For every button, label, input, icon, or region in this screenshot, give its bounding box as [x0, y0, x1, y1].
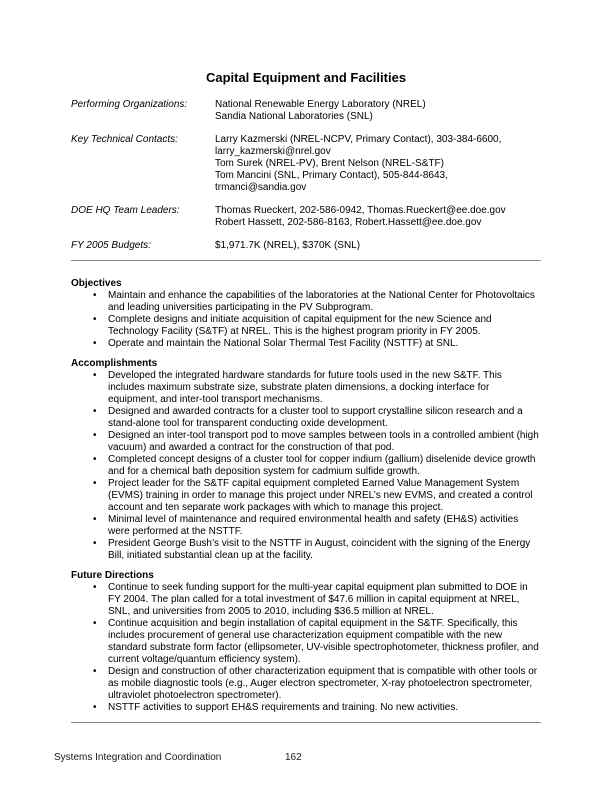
info-row-performing-organizations: [71, 99, 541, 123]
info-value: [215, 134, 541, 194]
bullet-text: NSTTF activities to support EH&S requirements and training. No new activities.: [108, 702, 459, 713]
footer-left-text: Systems Integration and Coordination: [54, 752, 222, 763]
bullet-item: [71, 666, 541, 702]
bullet-icon: •: [93, 582, 97, 593]
divider-top: [71, 260, 541, 261]
info-value-line: National Renewable Energy Laboratory (NREL): [215, 99, 426, 110]
bullet-item: [71, 478, 541, 514]
bullet-text: Minimal level of maintenance and required environmental health and safety (EH&S) activities were performed at the NSTTF.: [108, 514, 519, 537]
bullet-icon: •: [93, 338, 97, 349]
bullet-icon: •: [93, 618, 97, 629]
bullet-item: [71, 338, 541, 350]
bullet-item: [71, 430, 541, 454]
footer-page-number: 162: [285, 752, 302, 763]
section-heading: Future Directions: [71, 570, 154, 581]
section-heading: Objectives: [71, 278, 122, 289]
bullet-icon: •: [93, 666, 97, 677]
info-value-line: Thomas Rueckert, 202-586-0942, Thomas.Rueckert@ee.doe.gov: [215, 205, 506, 216]
bullet-list: [71, 370, 541, 562]
divider-bottom: [71, 722, 541, 723]
bullet-item: [71, 514, 541, 538]
bullet-list: [71, 582, 541, 714]
info-row-doe-hq-team-leaders: [71, 205, 541, 229]
bullet-icon: •: [93, 314, 97, 325]
bullet-item: [71, 454, 541, 478]
bullet-item: [71, 702, 541, 714]
info-value-line: larry_kazmerski@nrel.gov: [215, 146, 331, 157]
bullet-item: [71, 370, 541, 406]
bullet-item: [71, 538, 541, 562]
bullet-icon: •: [93, 290, 97, 301]
info-label: DOE HQ Team Leaders:: [71, 205, 180, 216]
section-objectives: [71, 278, 541, 350]
bullet-text: Completed concept designs of a cluster tool for copper indium (gallium) diselenide device growth and for a chemical bath deposition system for cadmium sulfide growth.: [108, 454, 536, 477]
page-content: [71, 0, 541, 723]
info-label: FY 2005 Budgets:: [71, 240, 151, 251]
page-footer: [54, 752, 558, 764]
info-row-fy2005-budgets: [71, 240, 541, 252]
section-heading: Accomplishments: [71, 358, 158, 369]
bullet-text: Continue to seek funding support for the multi-year capital equipment plan submitted to DOE in FY 2004. The plan called for a total investment of $47.6 million in capital equipment at NREL, SNL, and universities from 2005 to 2010, including $36.5 million at NREL.: [108, 582, 528, 617]
bullet-text: Developed the integrated hardware standards for future tools used in the new S&TF. This includes maximum substrate size, substrate platen dimensions, a docking interface for equipment, and inter-tool transport mechanisms.: [108, 370, 502, 405]
bullet-list: [71, 290, 541, 350]
bullet-item: [71, 314, 541, 338]
info-value-line: Robert Hassett, 202-586-8163, Robert.Hassett@ee.doe.gov: [215, 217, 482, 228]
info-value-line: Larry Kazmerski (NREL-NCPV, Primary Contact), 303-384-6600,: [215, 134, 502, 145]
bullet-icon: •: [93, 702, 97, 713]
bullet-text: Continue acquisition and begin installation of capital equipment in the S&TF. Specifically, this includes procurement of general use characterization equipment compatible with the new standard substrate form factor (ellipsometer, UV-visible spectrophotometer, thickness profiler, and current voltage/quantum efficiency system).: [108, 618, 539, 665]
info-value: [215, 99, 541, 123]
info-label: Key Technical Contacts:: [71, 134, 178, 145]
info-row-key-technical-contacts: [71, 134, 541, 194]
page-title: Capital Equipment and Facilities: [205, 70, 407, 85]
info-value-line: $1,971.7K (NREL), $370K (SNL): [215, 240, 361, 251]
bullet-item: [71, 290, 541, 314]
bullet-icon: •: [93, 406, 97, 417]
bullet-item: [71, 406, 541, 430]
bullet-icon: •: [93, 454, 97, 465]
bullet-text: Operate and maintain the National Solar Thermal Test Facility (NSTTF) at SNL.: [108, 338, 459, 349]
bullet-icon: •: [93, 430, 97, 441]
info-block: [71, 99, 541, 252]
bullet-text: President George Bush’s visit to the NSTTF in August, coincident with the signing of the Energy Bill, initiated substantial clean up at the facility.: [108, 538, 531, 561]
info-value-line: Tom Mancini (SNL, Primary Contact), 505-844-8643, trmanci@sandia.gov: [215, 170, 448, 193]
bullet-text: Designed and awarded contracts for a cluster tool to support crystalline silicon research and a stand-alone tool for transparent conducting oxide development.: [108, 406, 523, 429]
info-value: [215, 205, 541, 229]
bullet-text: Design and construction of other characterization equipment that is compatible with other tools or as mobile diagnostic tools (e.g., Auger electron spectrometer, X-ray photoelectron spectrometer, ultraviolet photoelectron spectrometer).: [108, 666, 538, 701]
info-label: Performing Organizations:: [71, 99, 188, 110]
info-value: [215, 240, 541, 252]
bullet-text: Designed an inter-tool transport pod to move samples between tools in a controlled ambient (high vacuum) and awarded a contract for the construction of that pod.: [108, 430, 539, 453]
info-value-line: Sandia National Laboratories (SNL): [215, 111, 373, 122]
bullet-text: Maintain and enhance the capabilities of the laboratories at the National Center for Photovoltaics and leading universities participating in the PV Subprogram.: [108, 290, 535, 313]
section-future-directions: [71, 570, 541, 714]
bullet-text: Complete designs and initiate acquisition of capital equipment for the new Science and Technology Facility (S&TF) at NREL. This is the highest program priority in FY 2005.: [108, 314, 492, 337]
bullet-icon: •: [93, 478, 97, 489]
info-value-line: Tom Surek (NREL-PV), Brent Nelson (NREL-S&TF): [215, 158, 444, 169]
bullet-text: Project leader for the S&TF capital equipment completed Earned Value Management System (EVMS) training in order to manage this project under NREL’s new EVMS, and created a control account and ten separate work packages with which to manage this project.: [108, 478, 533, 513]
section-accomplishments: [71, 358, 541, 562]
bullet-icon: •: [93, 538, 97, 549]
bullet-item: [71, 618, 541, 666]
bullet-icon: •: [93, 370, 97, 381]
bullet-icon: •: [93, 514, 97, 525]
bullet-item: [71, 582, 541, 618]
